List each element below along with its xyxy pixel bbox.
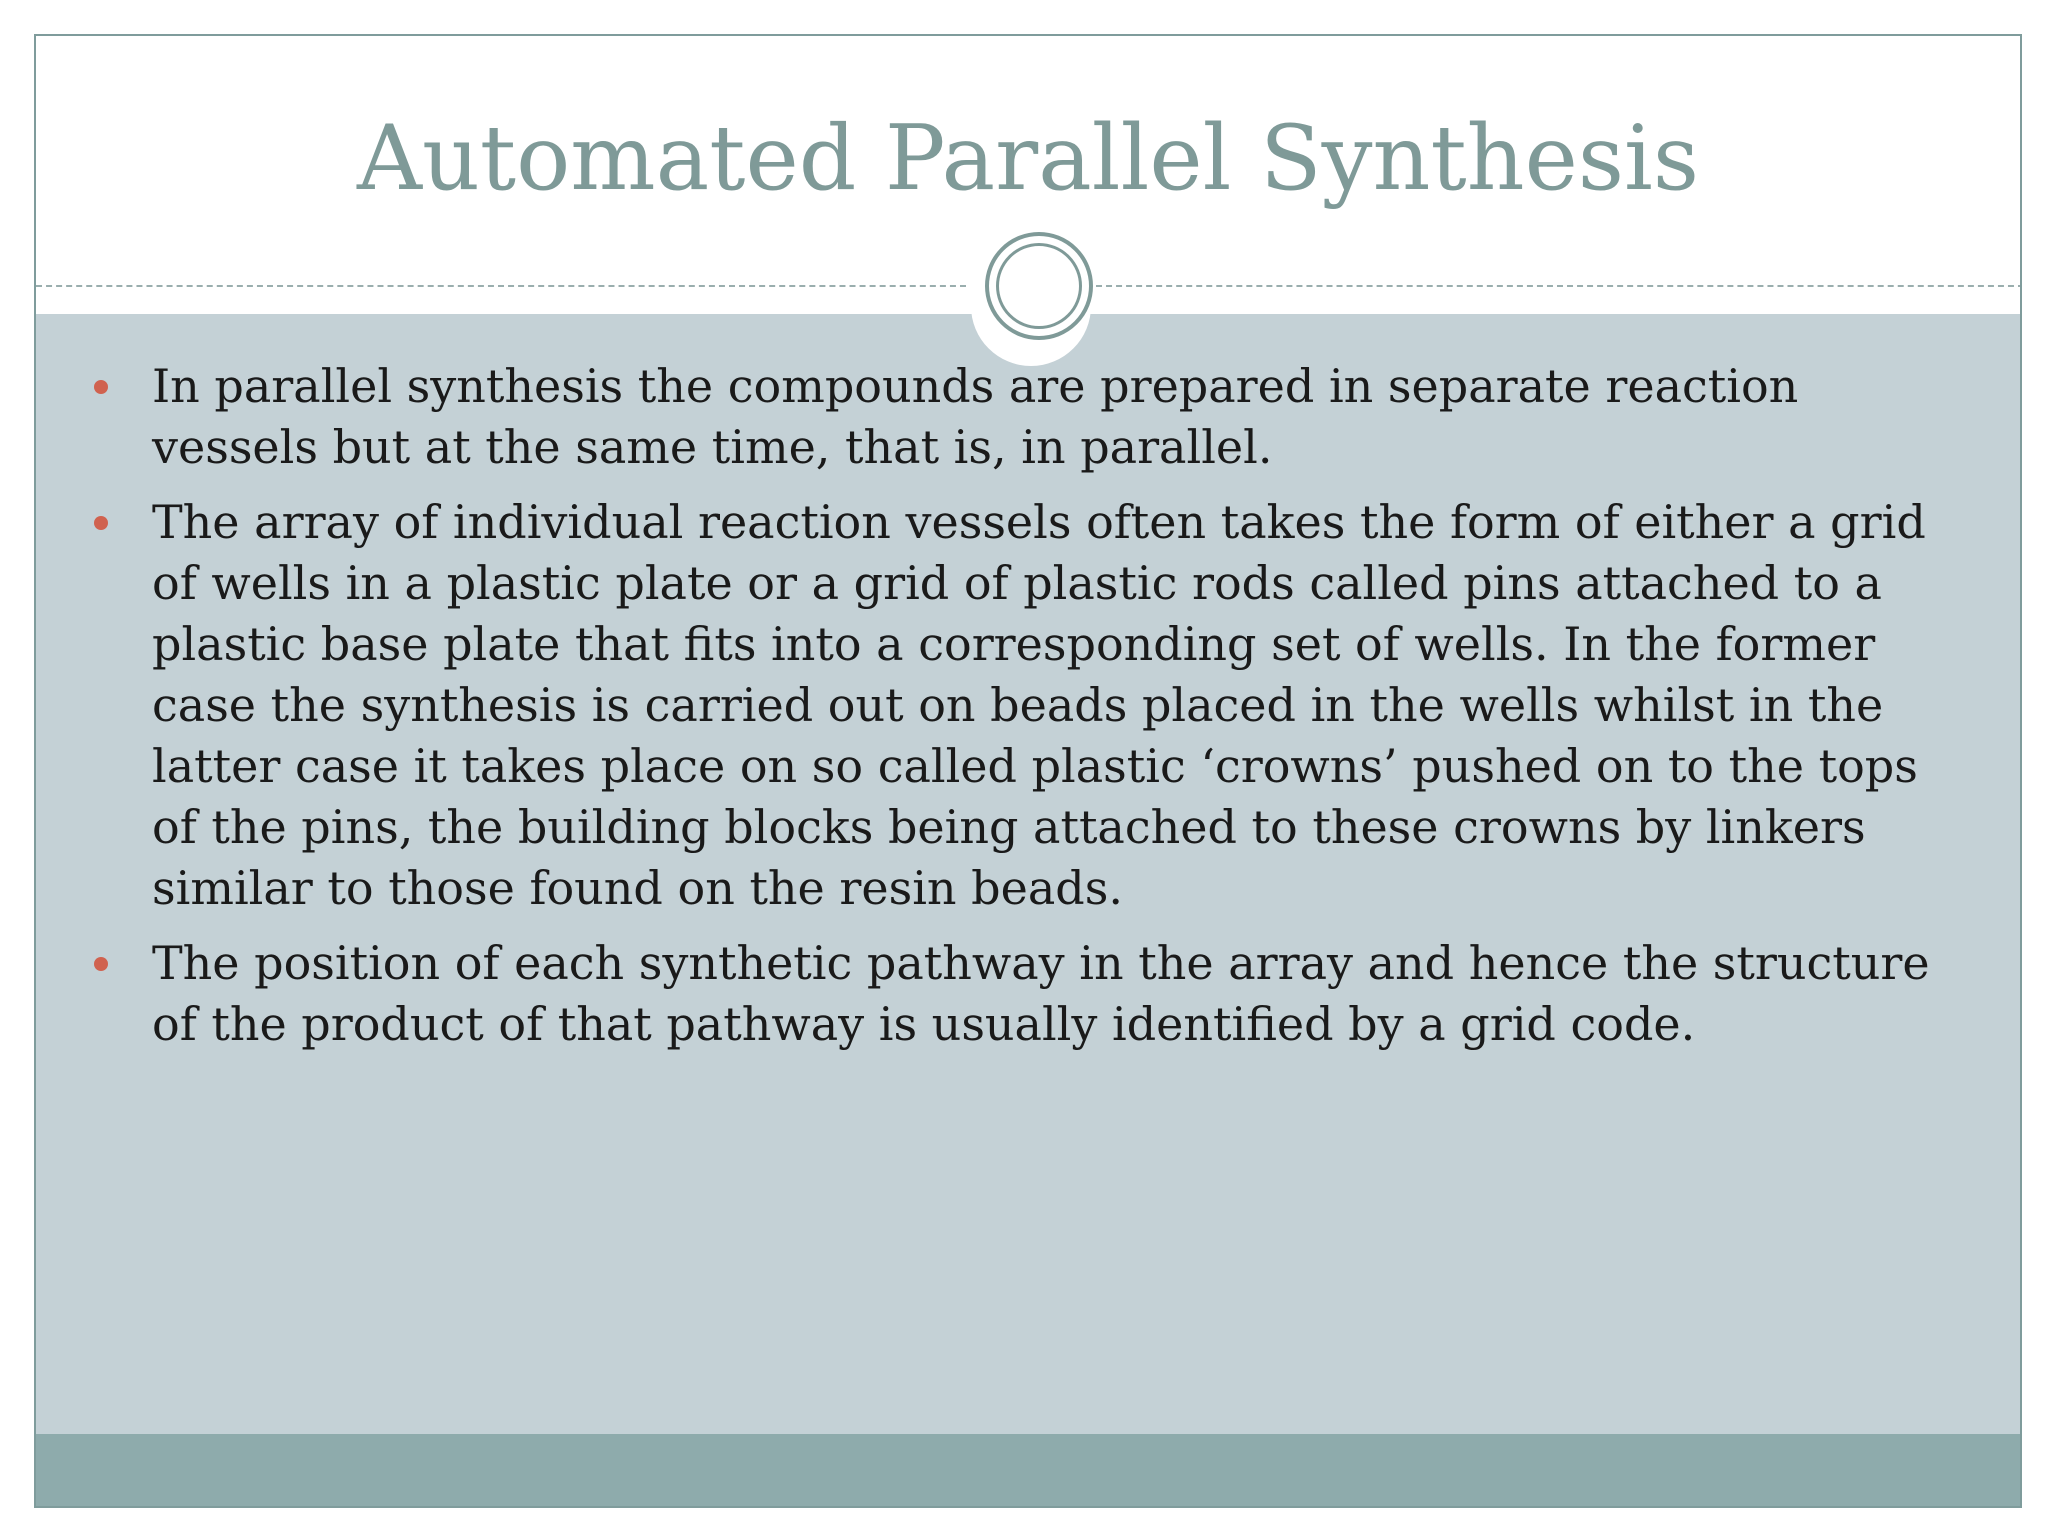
bullet-dot-icon [94, 380, 108, 394]
bullet-text: The position of each synthetic pathway in the array and hence the structure of the product of that pathway is usually identified by a grid code. [152, 936, 1930, 1051]
double-ring-inner-icon [996, 243, 1082, 329]
bullet-text: In parallel synthesis the compounds are prepared in separate reaction vessels but at the same time, that is, in parallel. [152, 359, 1799, 474]
list-item [36, 492, 2020, 919]
bullet-dot-icon [94, 957, 108, 971]
divider-line-right [1096, 285, 2022, 287]
list-item [36, 356, 2020, 478]
bullet-dot-icon [94, 516, 108, 530]
bullet-text: The array of individual reaction vessels often takes the form of either a grid of wells in a plastic plate or a grid of plastic rods called pins attached to a plastic base plate that fits into a corresponding set of wells. In the former case the synthesis is carried out on beads placed in the wells whilst in the latter case it takes place on so called plastic ‘crowns’ pushed on to the tops of the pins, the building blocks being attached to these crowns by linkers similar to those found on the resin beads. [152, 495, 1926, 915]
slide [34, 34, 2022, 1508]
footer-bar [36, 1434, 2020, 1508]
slide-title: Automated Parallel Synthesis [356, 106, 1700, 211]
list-item [36, 933, 2020, 1055]
divider-line-left [36, 285, 966, 287]
bullet-list [36, 356, 2020, 1069]
